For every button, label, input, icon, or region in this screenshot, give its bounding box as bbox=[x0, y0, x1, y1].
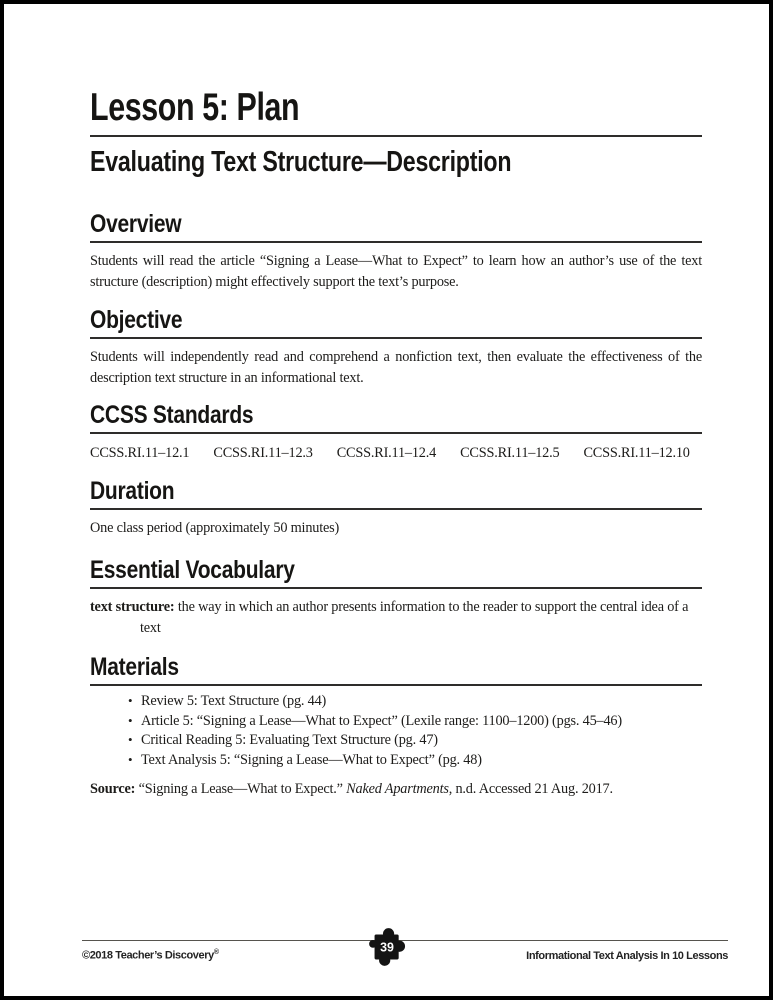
page-title bbox=[90, 88, 702, 128]
ccss-heading-text: CCSS Standards bbox=[90, 401, 254, 429]
materials-item: • Text Analysis 5: “Signing a Lease—What to Expect” (pg. 48) bbox=[127, 751, 702, 771]
vocabulary-divider bbox=[90, 587, 702, 589]
ccss-standard: CCSS.RI.11–12.10 bbox=[583, 445, 690, 461]
materials-item: • Critical Reading 5: Evaluating Text Structure (pg. 47) bbox=[127, 731, 702, 751]
page-number: 39 bbox=[379, 940, 394, 955]
footer-copyright-text: ©2018 Teacher’s Discovery bbox=[82, 950, 214, 962]
title-divider bbox=[90, 135, 702, 137]
materials-heading bbox=[90, 654, 702, 681]
overview-heading bbox=[90, 211, 702, 238]
vocabulary-term: text structure: bbox=[90, 599, 175, 615]
ccss-heading bbox=[90, 402, 702, 429]
puzzle-piece-page-number-icon bbox=[366, 924, 408, 970]
section-overview bbox=[90, 211, 702, 293]
overview-heading-text: Overview bbox=[90, 210, 182, 238]
duration-paragraph: One class period (approximately 50 minutes) bbox=[90, 520, 340, 536]
vocabulary-entry bbox=[90, 597, 702, 639]
materials-heading-text: Materials bbox=[90, 653, 179, 681]
objective-paragraph: Students will independently read and comprehend a nonfiction text, then evaluate the effectiveness of the description text structure in an informational text. bbox=[90, 349, 702, 386]
vocabulary-heading-text: Essential Vocabulary bbox=[90, 556, 295, 584]
footer-book-title: Informational Text Analysis In 10 Lessons bbox=[526, 950, 728, 962]
ccss-standard: CCSS.RI.11–12.5 bbox=[460, 445, 560, 461]
materials-divider bbox=[90, 684, 702, 686]
materials-list bbox=[90, 692, 702, 770]
objective-heading bbox=[90, 307, 702, 334]
source-citation bbox=[90, 779, 702, 800]
source-publication: Naked Apartments bbox=[346, 781, 449, 797]
page-title-text: Lesson 5: Plan bbox=[90, 86, 300, 129]
section-ccss-standards bbox=[90, 402, 702, 463]
materials-item: • Article 5: “Signing a Lease—What to Expect” (Lexile range: 1100–1200) (pgs. 45–46) bbox=[127, 712, 702, 732]
page-content bbox=[90, 88, 702, 800]
overview-paragraph: Students will read the article “Signing a Lease—What to Expect” to learn how an author’s use of the text structure (description) might effectively support the text’s purpose. bbox=[90, 253, 702, 290]
ccss-standard: CCSS.RI.11–12.3 bbox=[213, 445, 313, 461]
ccss-standards-list bbox=[90, 443, 702, 463]
vocabulary-heading bbox=[90, 557, 702, 584]
ccss-standard: CCSS.RI.11–12.1 bbox=[90, 445, 190, 461]
section-duration bbox=[90, 478, 702, 539]
section-materials bbox=[90, 654, 702, 770]
section-objective bbox=[90, 307, 702, 389]
page-subtitle bbox=[90, 146, 702, 178]
vocabulary-definition: the way in which an author presents information to the reader to support the central idea of a text bbox=[140, 599, 689, 636]
overview-divider bbox=[90, 241, 702, 243]
source-label: Source: bbox=[90, 781, 136, 797]
objective-heading-text: Objective bbox=[90, 306, 183, 334]
source-article-title: “Signing a Lease—What to Expect.” bbox=[138, 781, 343, 797]
duration-divider bbox=[90, 508, 702, 510]
footer-copyright bbox=[82, 946, 219, 963]
registered-trademark-symbol: ® bbox=[213, 949, 219, 957]
page-subtitle-text: Evaluating Text Structure—Description bbox=[90, 146, 512, 178]
section-essential-vocabulary bbox=[90, 557, 702, 639]
duration-heading bbox=[90, 478, 702, 505]
ccss-standard: CCSS.RI.11–12.4 bbox=[336, 445, 437, 461]
materials-item: • Review 5: Text Structure (pg. 44) bbox=[127, 692, 702, 712]
ccss-divider bbox=[90, 432, 702, 434]
source-access-info: , n.d. Accessed 21 Aug. 2017. bbox=[448, 781, 613, 797]
duration-heading-text: Duration bbox=[90, 477, 175, 505]
objective-divider bbox=[90, 337, 702, 339]
